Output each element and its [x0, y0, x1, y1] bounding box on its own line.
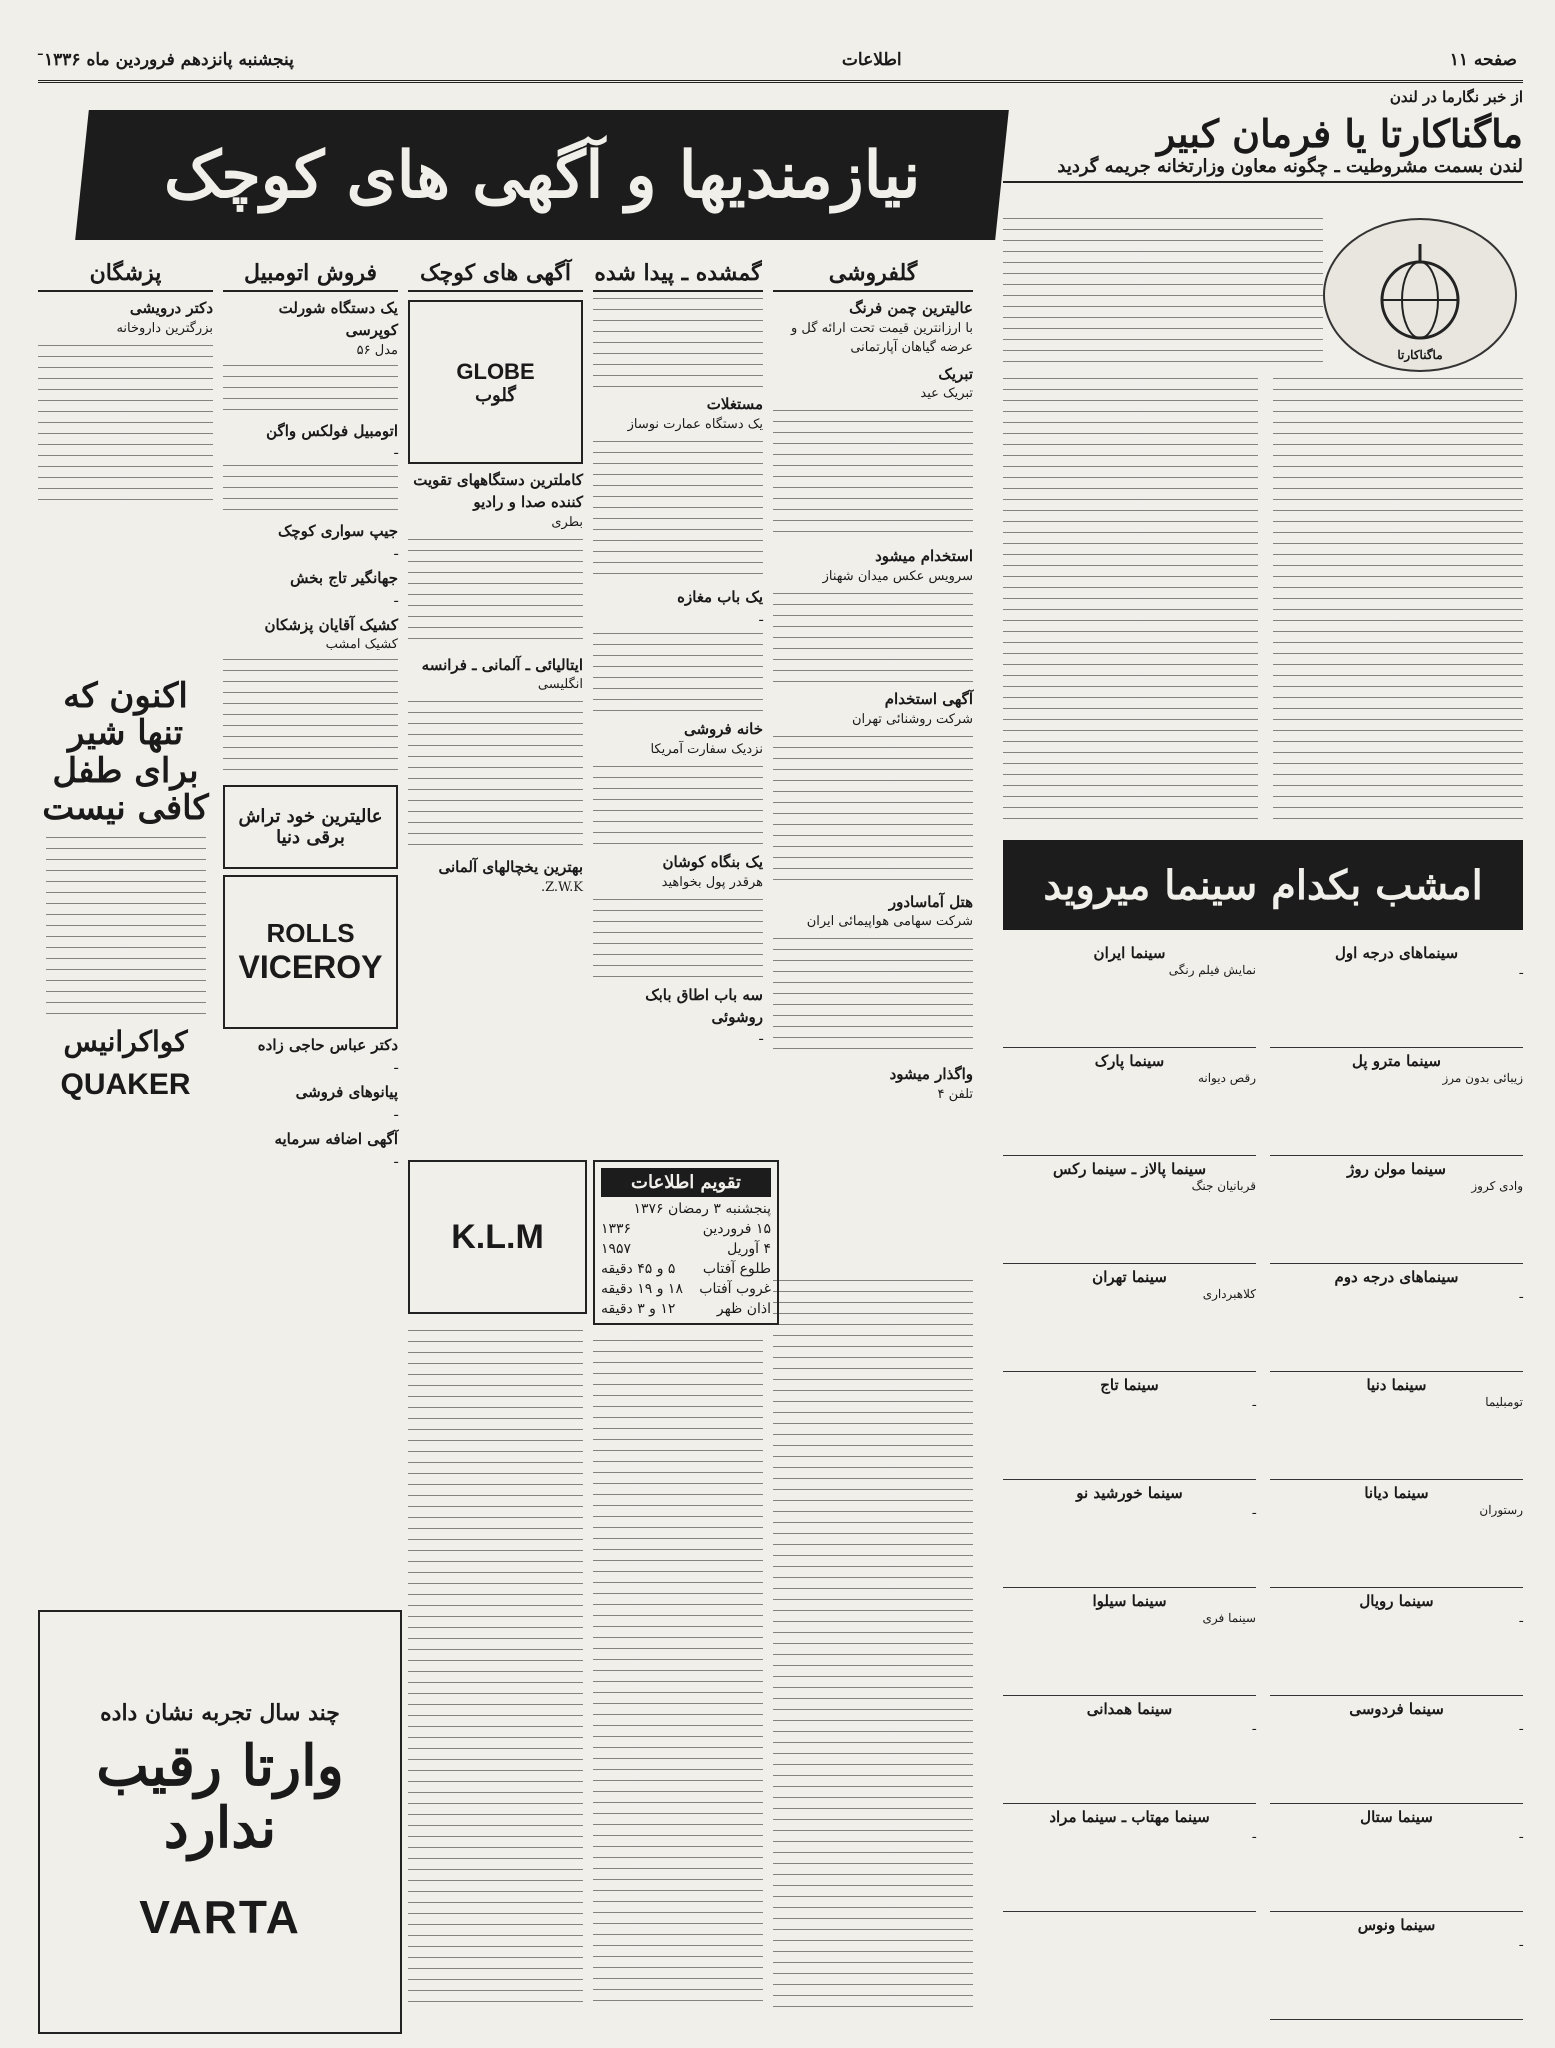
story-subhead: لندن بسمت مشروطیت ـ چگونه معاون وزارتخانه جریمه گردید	[1003, 156, 1523, 183]
globe-ad: GLOBE گلوب	[408, 300, 583, 464]
list-item: سینماهای درجه دوم ـ	[1270, 1264, 1523, 1372]
issue-date: پنجشنبه پانزدهم فروردین ماه ۱۳۳۶	[44, 50, 294, 70]
list-item: واگذار میشود تلفن ۴	[889, 1065, 973, 1103]
list-item: سینما مهتاب ـ سینما مراد ـ	[1003, 1804, 1256, 1912]
column-title: فروش اتومبیل	[223, 260, 398, 292]
list-item: سینما دیانا رستوران	[1270, 1480, 1523, 1588]
list-item: سینما پارک رقص دیوانه	[1003, 1048, 1256, 1156]
text-block	[593, 899, 763, 979]
list-item: دکتر درویشی بزرگترین داروخانه	[116, 299, 213, 336]
list-item: سینما مترو پل زیبائی بدون مرز	[1270, 1048, 1523, 1156]
text-block	[773, 938, 973, 1058]
list-item: سینما فردوسی ـ	[1270, 1696, 1523, 1804]
list-item: سینماهای درجه اول ـ	[1270, 940, 1523, 1048]
list-item: ایتالیائی ـ آلمانی ـ فرانسه انگلیسی	[421, 655, 583, 693]
list-item: جهانگیر تاج بخش ـ	[290, 568, 398, 606]
page-number: صفحه ۱۱	[1449, 50, 1517, 70]
list-item: بهترین یخچالهای آلمانی Z.W.K.	[438, 858, 583, 896]
calendar-row: غروب آفتاب ۱۸ و ۱۹ دقیقه	[601, 1281, 771, 1297]
column-cars	[223, 260, 398, 1410]
column-title: گمشده ـ پیدا شده	[593, 260, 763, 292]
list-item: سینما خورشید نو ـ	[1003, 1480, 1256, 1588]
cinema-banner	[1003, 840, 1523, 930]
column-lost-found	[593, 260, 763, 1160]
list-item: آگهی استخدام شرکت روشنائی تهران	[851, 689, 973, 727]
list-item: یک بنگاه کوشان هرقدر پول بخواهید	[661, 853, 763, 890]
list-item: هتل آماسادور شرکت سهامی هواپیمائی ایران	[806, 892, 973, 930]
text-block	[223, 659, 398, 779]
story-text-block	[1003, 378, 1258, 828]
classifieds-banner	[75, 110, 1009, 240]
cinema-listings	[1003, 940, 1523, 2020]
text-block	[408, 539, 583, 649]
calendar-row: ۴ آوریل ۱۹۵۷	[601, 1241, 771, 1257]
list-item: یک دستگاه شورلت کوپرسی مدل ۵۶	[278, 299, 398, 358]
cinema-banner-title: امشب بکدام سینما میروید	[1043, 861, 1483, 909]
text-block	[773, 593, 973, 683]
paper-name: اطلاعات	[841, 50, 902, 70]
story-headline: ماگناکارتا یا فرمان کبیر	[1156, 111, 1523, 156]
column-small-ads	[408, 260, 583, 1160]
rolls-viceroy-ad: ROLLS VICEROY	[223, 875, 398, 1029]
text-block	[38, 345, 213, 505]
list-item: تبریک تبریک عید	[920, 364, 973, 402]
column-title: پزشگان	[38, 260, 213, 292]
quaker-ad: اکنون که تنها شیر برای طفل کافی نیست کواکرانیس QUAKER	[42, 675, 209, 1102]
list-item: سینما مولن روژ وادی کروز	[1270, 1156, 1523, 1264]
globe-emblem-icon	[1323, 218, 1517, 372]
shaver-ad: عالیترین خود تراش برقی دنیا	[223, 785, 398, 869]
list-item: خانه فروشی نزدیک سفارت آمریکا	[650, 720, 763, 758]
globe-brand: GLOBE	[456, 358, 535, 384]
calendar-row: ۱۵ فروردین ۱۳۳۶	[601, 1221, 771, 1237]
article-text-block	[593, 1340, 763, 2010]
masthead-line	[38, 40, 1523, 83]
text-block	[223, 365, 398, 415]
text-block	[408, 701, 583, 851]
calendar-day: پنجشنبه ۳ رمضان ۱۳۷۶	[633, 1201, 771, 1217]
text-block	[223, 465, 398, 515]
classifieds-title: نیازمندیها و آگهی های کوچک	[163, 137, 921, 213]
calendar-row: طلوع آفتاب ۵ و ۴۵ دقیقه	[601, 1261, 771, 1277]
list-item: سینما دنیا تومبلیما	[1270, 1372, 1523, 1480]
klm-ad: K.L.M	[408, 1160, 587, 1314]
newspaper-page	[38, 40, 1523, 2030]
list-item: مستغلات یک دستگاه عمارت نوساز	[627, 395, 763, 432]
text-block	[593, 766, 763, 846]
list-item: سینما ونوس ـ	[1270, 1912, 1523, 2020]
story-kicker: از خبر نگارما در لندن	[1389, 88, 1523, 106]
text-block	[46, 837, 206, 1017]
text-block	[593, 441, 763, 581]
list-item: سه باب اطاق بابک روشوئی ـ	[645, 985, 763, 1045]
article-text-block	[773, 1280, 973, 2010]
list-item: دکتر عباس حاجی زاده ـ	[257, 1036, 398, 1074]
list-item: آگهی اضافه سرمایه ـ	[274, 1129, 398, 1167]
list-item: سینما همدانی ـ	[1003, 1696, 1256, 1804]
list-item: یک باب مغازه ـ	[677, 587, 763, 625]
column-florist	[773, 260, 973, 1260]
lead-story	[1003, 88, 1523, 838]
list-item: سینما رویال ـ	[1270, 1588, 1523, 1696]
emblem-caption: ماگناکارتا	[1397, 348, 1443, 362]
list-item: سینما ستال ـ	[1270, 1804, 1523, 1912]
list-item: سینما سیلوا سینما فری	[1003, 1588, 1256, 1696]
list-item: جیپ سواری کوچک ـ	[277, 522, 398, 560]
filler-note: ـ	[38, 40, 43, 59]
list-item: پیانوهای فروشی ـ	[295, 1082, 398, 1120]
globe-illustration	[1350, 240, 1490, 350]
list-item: سینما ایران نمایش فیلم رنگی	[1003, 940, 1256, 1048]
calendar-box	[593, 1160, 779, 1325]
calendar-row: اذان ظهر ۱۲ و ۳ دقیقه	[601, 1301, 771, 1317]
article-text-block	[408, 1330, 583, 2010]
text-block	[773, 410, 973, 540]
list-item: سینما پالاز ـ سینما رکس قربانیان جنگ	[1003, 1156, 1256, 1264]
list-item: کاملترین دستگاههای تقویت کننده صدا و رادیو بطری	[413, 471, 583, 530]
list-item: سینما تهران کلاهبرداری	[1003, 1264, 1256, 1372]
story-text-block	[1003, 218, 1323, 368]
list-item: عالیترین چمن فرنگ با ارزانترین قیمت تحت ارائه گل و عرضه گیاهان آپارتمانی	[791, 299, 973, 355]
list-item: استخدام میشود سرویس عکس میدان شهناز	[822, 547, 973, 585]
column-title: گلفروشی	[773, 260, 973, 292]
text-block	[593, 633, 763, 713]
varta-ad: چند سال تجربه نشان داده وارتا رقیب ندارد VARTA	[38, 1610, 402, 2034]
text-block	[593, 298, 763, 388]
story-text-block	[1273, 378, 1523, 828]
column-doctors	[38, 260, 213, 560]
text-block	[773, 736, 973, 886]
column-title: آگهی های کوچک	[408, 260, 583, 292]
list-item: سینما تاج ـ	[1003, 1372, 1256, 1480]
calendar-title: تقویم اطلاعات	[601, 1168, 771, 1197]
list-item: اتومبیل فولکس واگن ـ	[266, 421, 398, 459]
list-item: کشیک آقایان پزشکان کشیک امشب	[264, 615, 398, 653]
